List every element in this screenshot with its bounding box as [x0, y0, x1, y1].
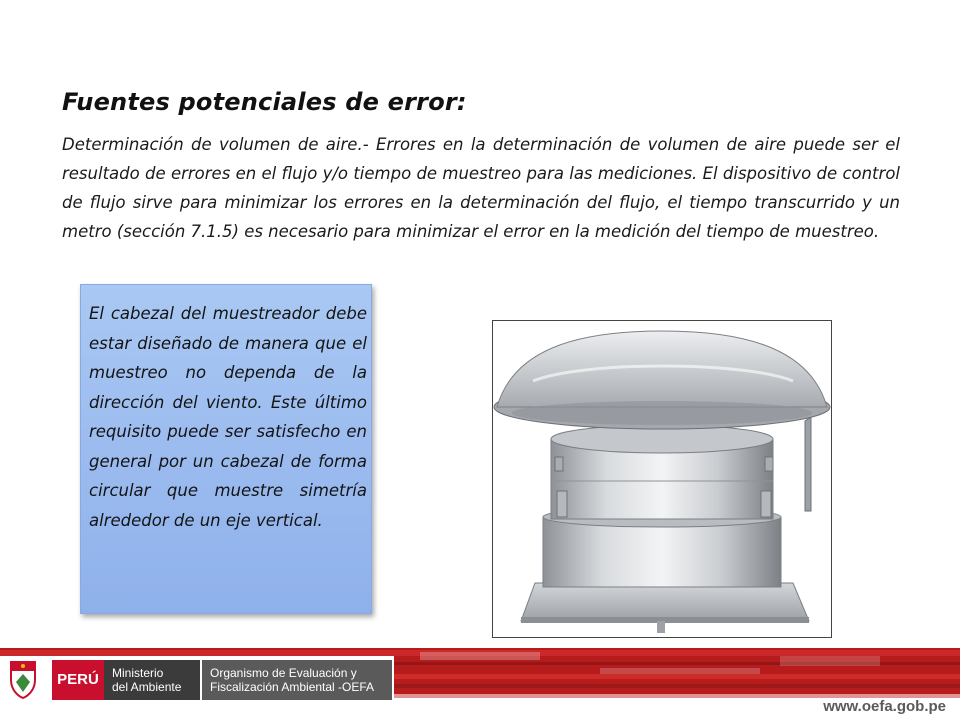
sampler-head-illustration	[493, 321, 831, 637]
note-text: El cabezal del muestreador debe estar diseñado de manera que el muestreo no dependa de la dirección del viento. Este último requisito puede ser satisfecho en general por un cabezal de forma circular que muestre simetría alrededor de un eje vertical.	[89, 304, 367, 530]
ministry-line-2: del Ambiente	[112, 680, 182, 694]
organization-line-2: Fiscalización Ambiental -OEFA	[210, 680, 375, 694]
intro-paragraph: Determinación de volumen de aire.- Errores en la determinación de volumen de aire puede ser el resultado de errores en el flujo y/o tiempo de muestreo para las mediciones. El dispositivo de control de flujo sirve para minimizar los errores en la determinación del flujo, el tiempo transcurrido y un metro (sección 7.1.5) es necesario para minimizar el error en la medición del tiempo de muestreo.	[62, 135, 900, 241]
peru-coat-of-arms-icon	[8, 658, 38, 700]
website-url: www.oefa.gob.pe	[823, 698, 946, 715]
organization-label	[202, 660, 392, 700]
ministry-label	[104, 660, 200, 700]
organization-line-1: Organismo de Evaluación y	[210, 666, 357, 680]
footer	[0, 640, 960, 720]
government-brand-bar	[0, 656, 394, 706]
ministry-line-1: Ministerio	[112, 666, 164, 680]
slide-title: Fuentes potenciales de error:	[62, 88, 467, 116]
note-box	[80, 284, 372, 614]
peru-label: PERÚ	[52, 660, 104, 700]
sampler-head-photo	[492, 320, 832, 638]
